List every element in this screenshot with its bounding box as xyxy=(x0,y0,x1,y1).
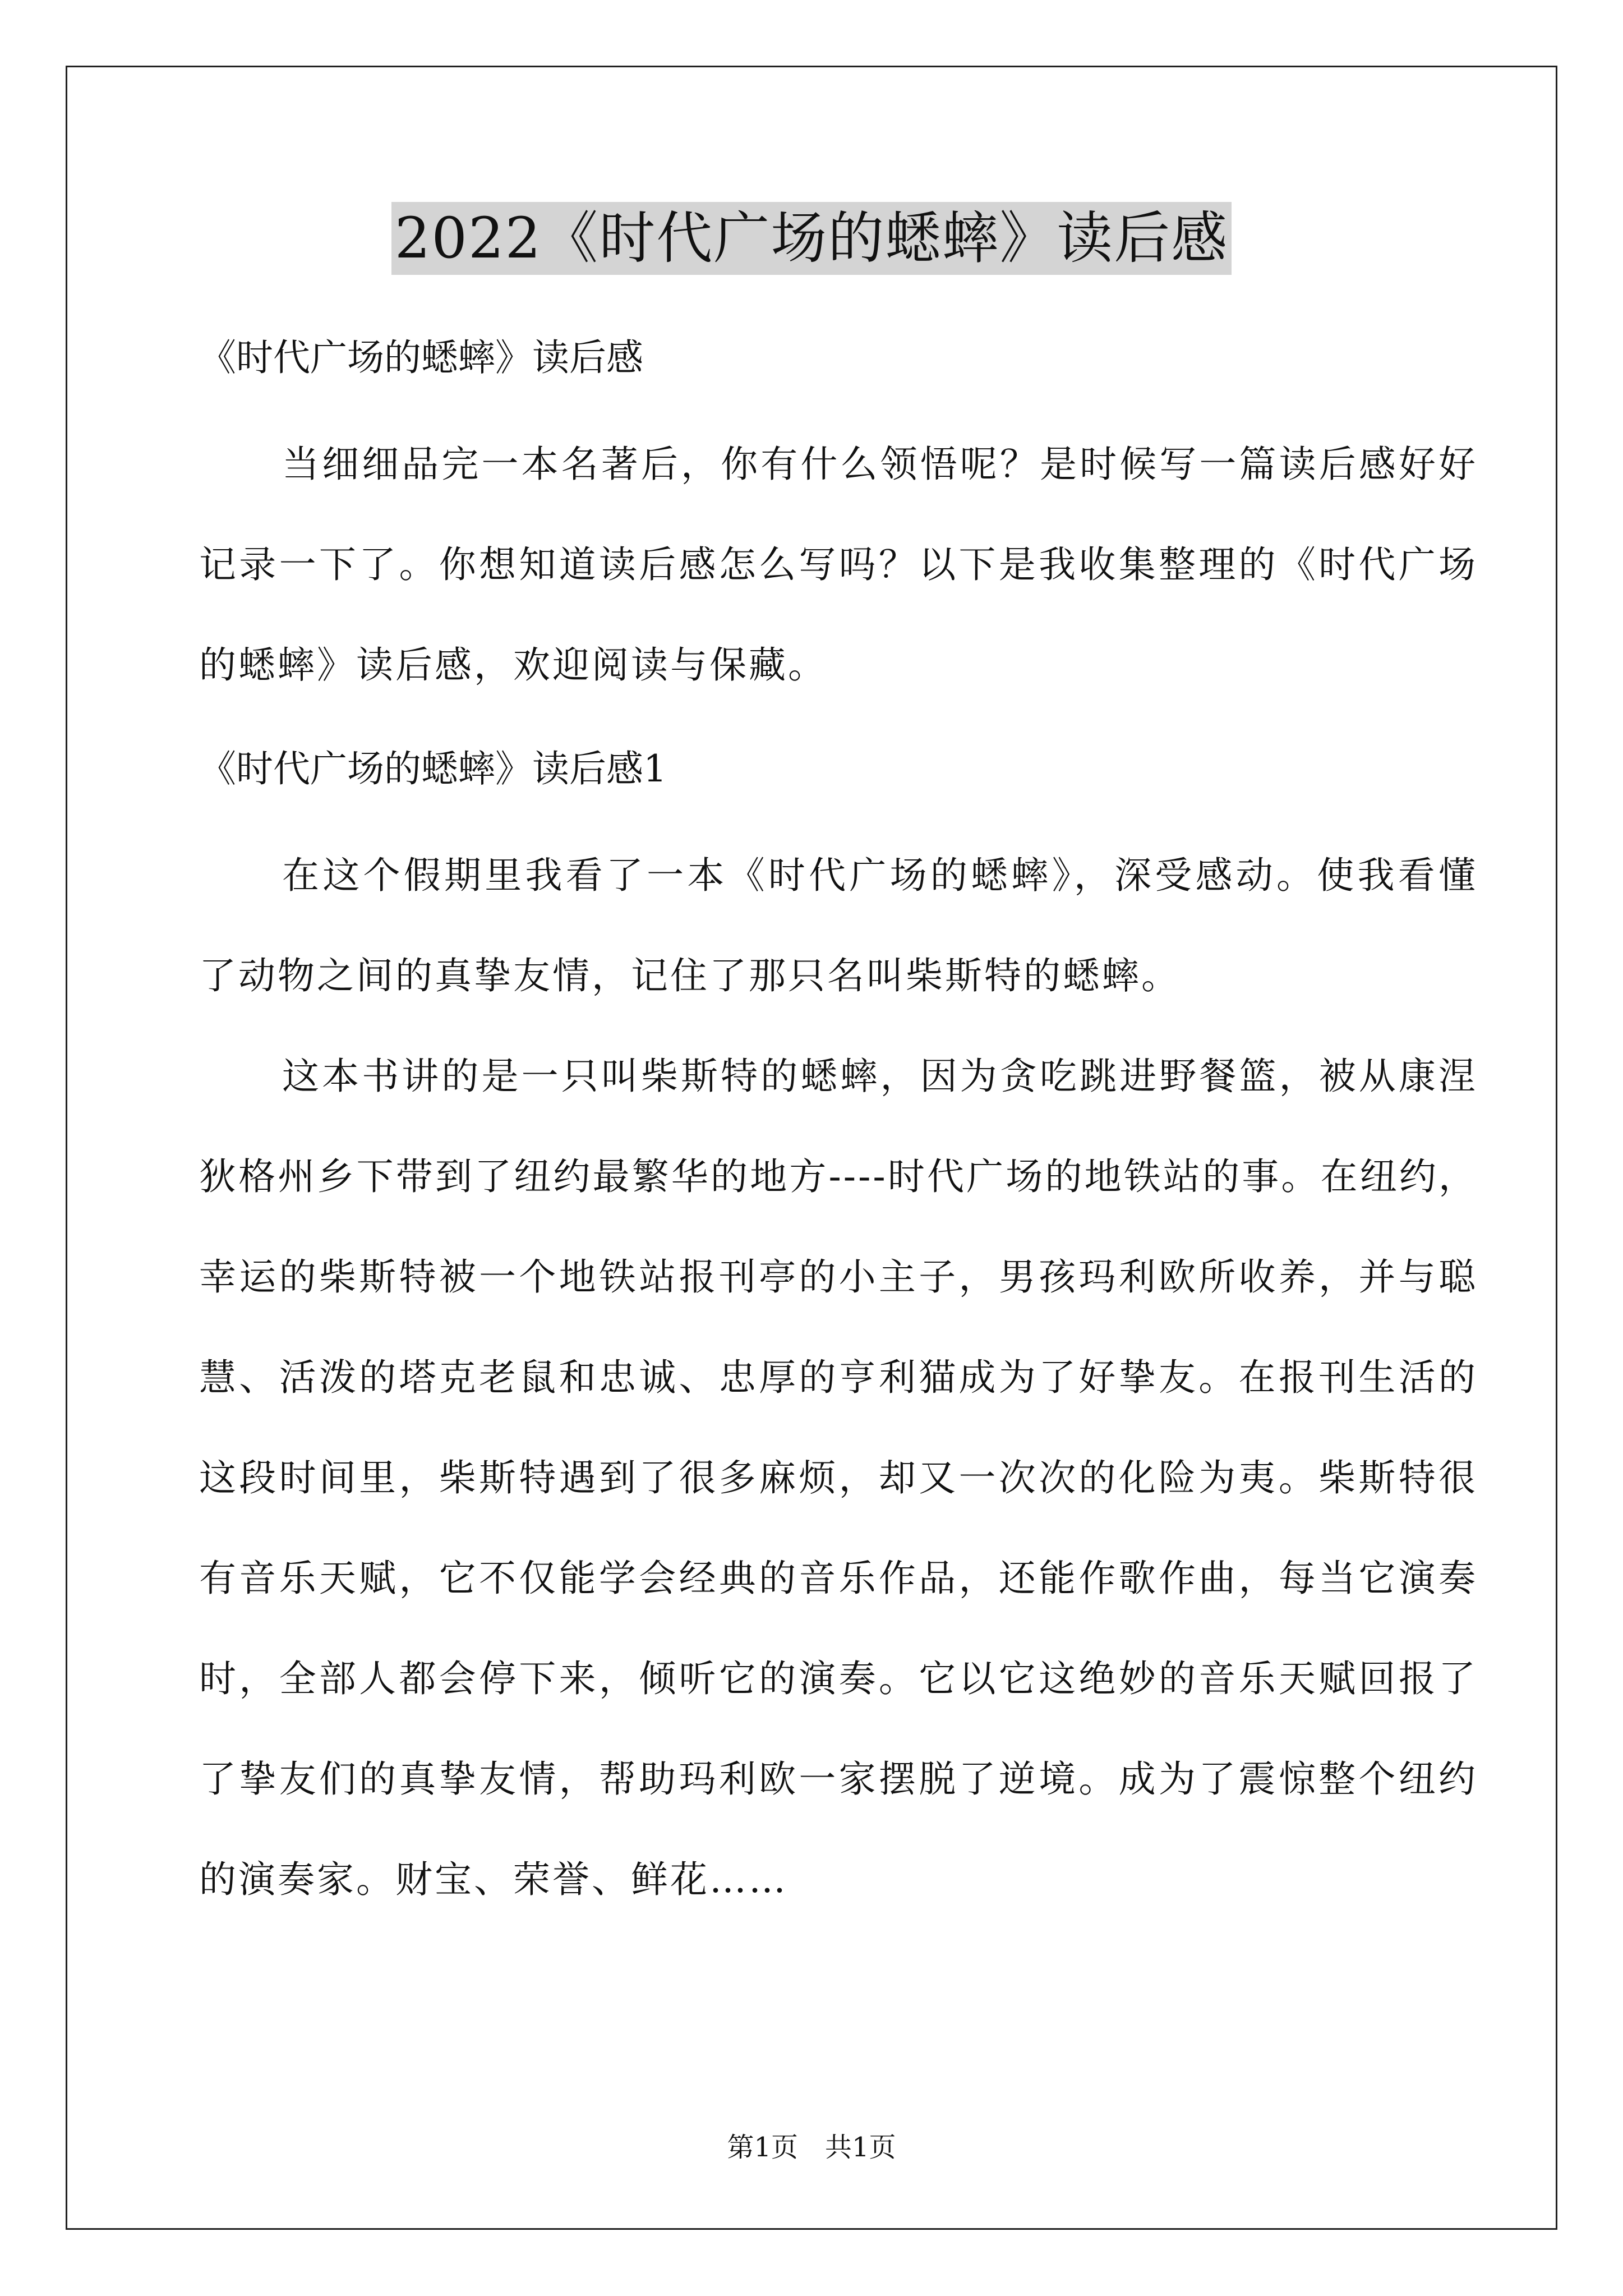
intro-heading: 《时代广场的蟋蟀》读后感 xyxy=(199,336,643,379)
document-body xyxy=(199,314,1478,1930)
section-1-heading: 《时代广场的蟋蟀》读后感1 xyxy=(199,747,667,790)
document-title-container xyxy=(0,202,1623,275)
section-1-paragraph-1: 在这个假期里我看了一本《时代广场的蟋蟀》，深受感动。使我看懂了动物之间的真挚友情，记住了那只名叫柴斯特的蟋蟀。 xyxy=(199,854,1478,997)
intro-paragraph: 当细细品完一本名著后，你有什么领悟呢？是时候写一篇读后感好好记录一下了。你想知道读后感怎么写吗？以下是我收集整理的《时代广场的蟋蟀》读后感，欢迎阅读与保藏。 xyxy=(199,443,1478,687)
section-1-paragraph-2: 这本书讲的是一只叫柴斯特的蟋蟀，因为贪吃跳进野餐篮，被从康涅狄格州乡下带到了纽约最繁华的地方----时代广场的地铁站的事。在纽约，幸运的柴斯特被一个地铁站报刊亭的小主子，男孩玛利欧所收养，并与聪慧、活泼的塔克老鼠和忠诚、忠厚的亨利猫成为了好挚友。在报刊生活的这段时间里，柴斯特遇到了很多麻烦，却又一次次的化险为夷。柴斯特很有音乐天赋，它不仅能学会经典的音乐作品，还能作歌作曲，每当它演奏时，全部人都会停下来，倾听它的演奏。它以它这绝妙的音乐天赋回报了了挚友们的真挚友情，帮助玛利欧一家摆脱了逆境。成为了震惊整个纽约的演奏家。财宝、荣誉、鲜花…… xyxy=(199,1055,1478,1901)
page-footer: 第1页 共1页 xyxy=(727,2132,896,2163)
document-title: 2022《时代广场的蟋蟀》读后感 xyxy=(391,202,1232,275)
